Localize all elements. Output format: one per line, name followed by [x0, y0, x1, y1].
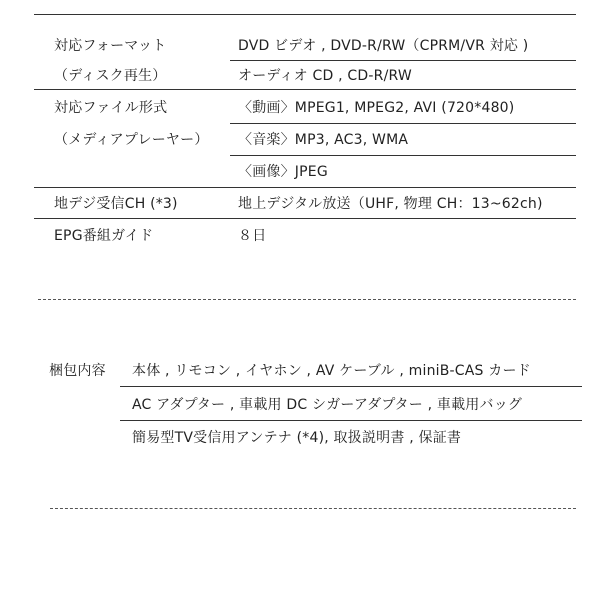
package-line-3: 簡易型TV受信用アンテナ (*4), 取扱説明書 , 保証書 — [132, 430, 462, 446]
dashed-separator — [50, 508, 576, 509]
package-line-2: AC アダプター , 車載用 DC シガーアダプター , 車載用バッグ — [132, 397, 523, 413]
row-divider — [34, 89, 576, 90]
package-divider — [120, 420, 582, 421]
spec-label-media-player: （メディアプレーヤー） — [54, 132, 209, 148]
spec-label-digital-tv: 地デジ受信CH (*3) — [54, 196, 178, 212]
row-divider — [230, 123, 576, 124]
spec-value-format: DVD ビデオ , DVD-R/RW（CPRM/VR 対応 ) — [238, 38, 529, 54]
spec-label-file-format: 対応ファイル形式 — [54, 100, 168, 116]
package-divider — [120, 386, 582, 387]
spec-label-epg: EPG番組ガイド — [54, 228, 154, 244]
spec-label-format: 対応フォーマット — [54, 38, 167, 54]
spec-value-epg: ８日 — [238, 228, 267, 244]
package-line-1: 本体 , リモコン , イヤホン , AV ケーブル , miniB-CAS カード — [132, 363, 531, 379]
dashed-separator — [38, 299, 576, 300]
spec-value-video: 〈動画〉MPEG1, MPEG2, AVI (720*480) — [238, 100, 515, 116]
spec-value-image: 〈画像〉JPEG — [238, 164, 328, 180]
row-divider — [230, 155, 576, 156]
package-label: 梱包内容 — [49, 363, 106, 379]
row-divider — [34, 187, 576, 188]
row-divider — [34, 218, 576, 219]
row-divider — [230, 60, 576, 61]
table-top-rule — [34, 14, 576, 15]
spec-value-music: 〈音楽〉MP3, AC3, WMA — [238, 132, 409, 148]
spec-label-disc-playback: （ディスク再生） — [54, 68, 167, 84]
spec-value-audio-cd: オーディオ CD , CD-R/RW — [238, 68, 412, 84]
spec-value-digital-tv: 地上デジタル放送（UHF, 物理 CH：13~62ch) — [238, 196, 543, 212]
